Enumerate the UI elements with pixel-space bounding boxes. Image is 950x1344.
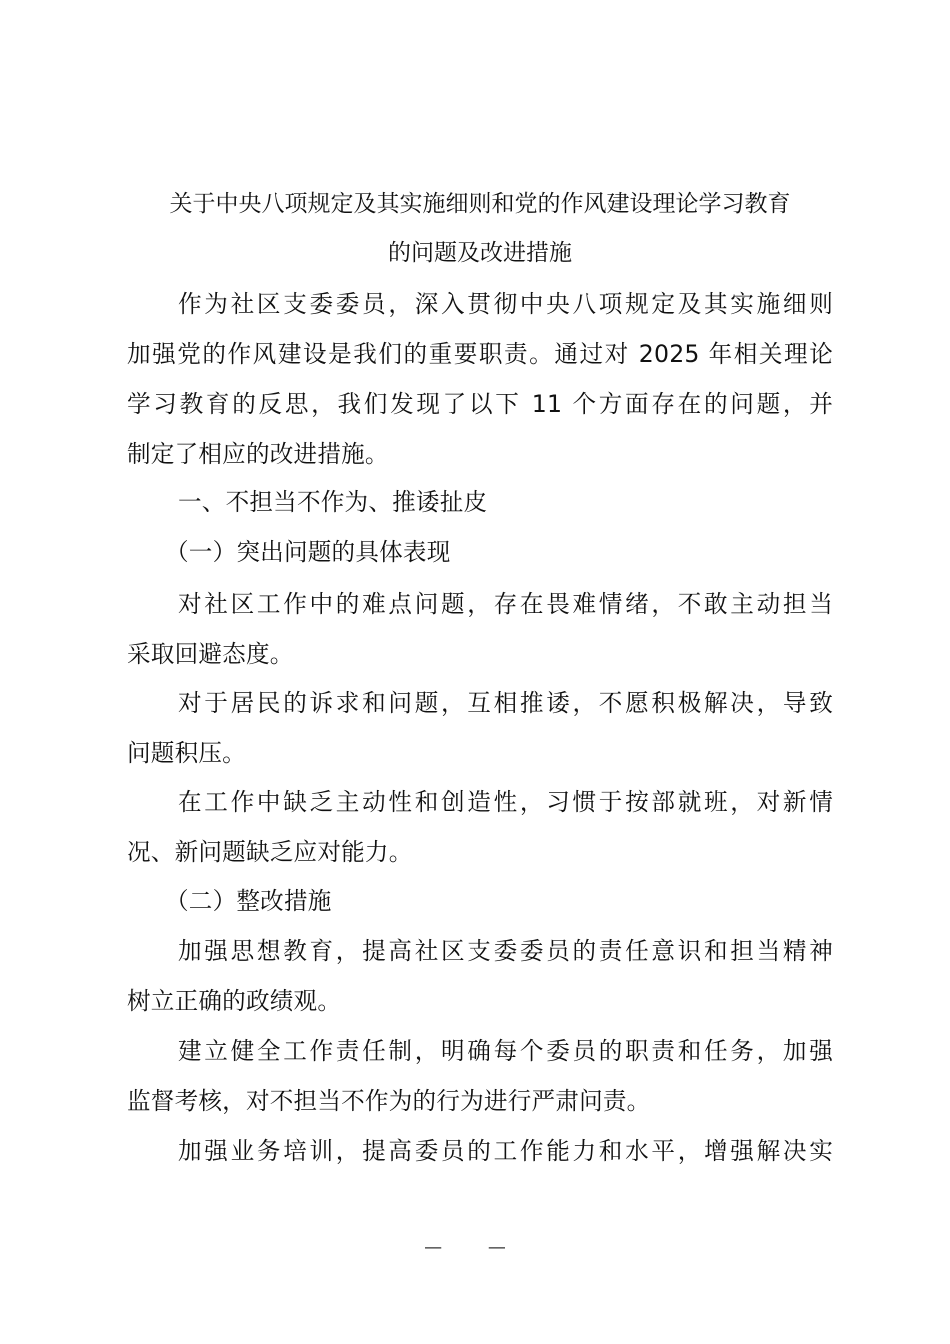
paragraph-line: 对于居民的诉求和问题，互相推诿，不愿积极解决，导致 xyxy=(178,689,833,717)
paragraph-line: 况、新问题缺乏应对能力。 xyxy=(127,838,413,866)
subsection-heading: （二）整改措施 xyxy=(165,887,332,915)
paragraph-line: 监督考核，对不担当不作为的行为进行严肃问责。 xyxy=(127,1087,651,1115)
paragraph-line: 在工作中缺乏主动性和创造性，习惯于按部就班，对新情 xyxy=(178,788,833,816)
paragraph-line: 树立正确的政绩观。 xyxy=(127,987,342,1015)
paragraph-line: 加强业务培训，提高委员的工作能力和水平，增强解决实 xyxy=(178,1137,833,1165)
paragraph-line: 建立健全工作责任制，明确每个委员的职责和任务，加强 xyxy=(178,1037,833,1065)
document-title-line-1: 关于中央八项规定及其实施细则和党的作风建设理论学习教育 xyxy=(169,191,791,217)
paragraph-line: 作为社区支委委员，深入贯彻中央八项规定及其实施细则 xyxy=(178,290,833,318)
paragraph-line: 加强党的作风建设是我们的重要职责。通过对 2025 年相关理论 xyxy=(127,340,833,368)
paragraph-line: 加强思想教育，提高社区支委委员的责任意识和担当精神 xyxy=(178,937,833,965)
paragraph-line: 对社区工作中的难点问题，存在畏难情绪，不敢主动担当 xyxy=(178,590,833,618)
page-number: — — xyxy=(424,1237,526,1258)
section-heading: 一、不担当不作为、推诿扯皮 xyxy=(178,488,488,516)
paragraph-line: 制定了相应的改进措施。 xyxy=(127,440,389,468)
paragraph-line: 学习教育的反思，我们发现了以下 11 个方面存在的问题，并 xyxy=(127,390,833,418)
subsection-heading: （一）突出问题的具体表现 xyxy=(165,538,451,566)
paragraph-line: 问题积压。 xyxy=(127,739,246,767)
paragraph-line: 采取回避态度。 xyxy=(127,640,294,668)
document-title-line-2: 的问题及改进措施 xyxy=(388,240,572,266)
